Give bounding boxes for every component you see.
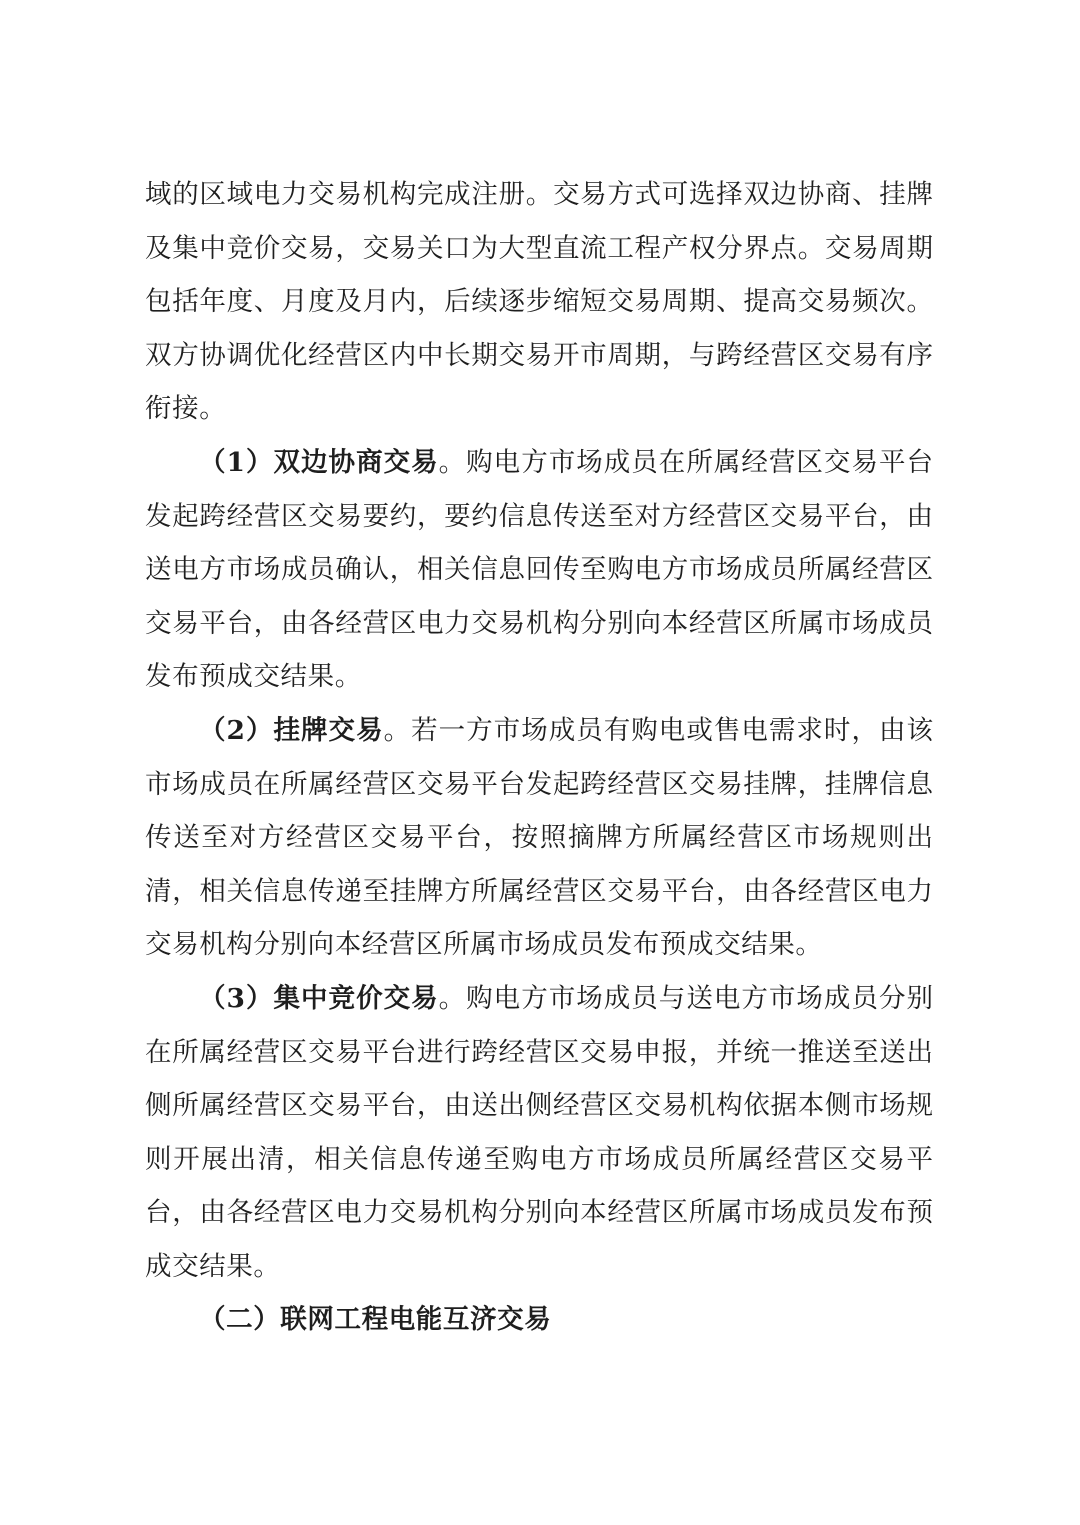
text-line: 双方协调优化经营区内中长期交易开市周期，与跨经营区交易有序 bbox=[145, 339, 933, 371]
text-line: 交易平台，由各经营区电力交易机构分别向本经营区所属市场成员 bbox=[145, 607, 933, 639]
paragraph-centralized-bidding bbox=[145, 972, 933, 1294]
bold-lead: （3）集中竞价交易 bbox=[199, 982, 439, 1014]
text-line: 市场成员在所属经营区交易平台发起跨经营区交易挂牌，挂牌信息 bbox=[145, 768, 933, 800]
text-line: 发布预成交结果。 bbox=[145, 661, 362, 693]
text-line: 交易机构分别向本经营区所属市场成员发布预成交结果。 bbox=[145, 929, 823, 961]
text-run: 。若一方市场成员有购电或售电需求时，由该 bbox=[383, 714, 933, 746]
text-line: 包括年度、月度及月内，后续逐步缩短交易周期、提高交易频次。 bbox=[145, 286, 933, 318]
paragraph bbox=[145, 168, 933, 436]
text-line: 衔接。 bbox=[145, 393, 227, 425]
text-line: 清，相关信息传递至挂牌方所属经营区交易平台，由各经营区电力 bbox=[145, 875, 933, 907]
paragraph-listing-trade bbox=[145, 704, 933, 972]
paragraph-bilateral-negotiation bbox=[145, 436, 933, 704]
bold-lead: （2）挂牌交易 bbox=[199, 714, 384, 746]
text-run: 。购电方市场成员与送电方市场成员分别 bbox=[438, 982, 933, 1014]
text-line: 则开展出清，相关信息传递至购电方市场成员所属经营区交易平 bbox=[145, 1143, 933, 1175]
text-line: 送电方市场成员确认，相关信息回传至购电方市场成员所属经营区 bbox=[145, 554, 933, 586]
text-line: 及集中竞价交易，交易关口为大型直流工程产权分界点。交易周期 bbox=[145, 232, 933, 264]
text-line: 台，由各经营区电力交易机构分别向本经营区所属市场成员发布预 bbox=[145, 1197, 933, 1229]
text-line bbox=[145, 972, 933, 1026]
section-heading: （二）联网工程电能互济交易 bbox=[199, 1304, 552, 1336]
text-run: 。购电方市场成员在所属经营区交易平台 bbox=[438, 446, 933, 478]
text-line: 发起跨经营区交易要约，要约信息传送至对方经营区交易平台，由 bbox=[145, 500, 933, 532]
document-body bbox=[145, 168, 933, 1347]
text-line: 在所属经营区交易平台进行跨经营区交易申报，并统一推送至送出 bbox=[145, 1036, 933, 1068]
bold-lead: （1）双边协商交易 bbox=[199, 446, 439, 478]
text-line: 域的区域电力交易机构完成注册。交易方式可选择双边协商、挂牌 bbox=[145, 179, 933, 210]
text-line: 成交结果。 bbox=[145, 1250, 281, 1282]
text-line bbox=[145, 704, 933, 758]
text-line: 传送至对方经营区交易平台，按照摘牌方所属经营区市场规则出 bbox=[145, 822, 933, 854]
section-heading-block bbox=[145, 1293, 933, 1347]
text-line bbox=[145, 436, 933, 490]
text-line: 侧所属经营区交易平台，由送出侧经营区交易机构依据本侧市场规 bbox=[145, 1090, 933, 1122]
